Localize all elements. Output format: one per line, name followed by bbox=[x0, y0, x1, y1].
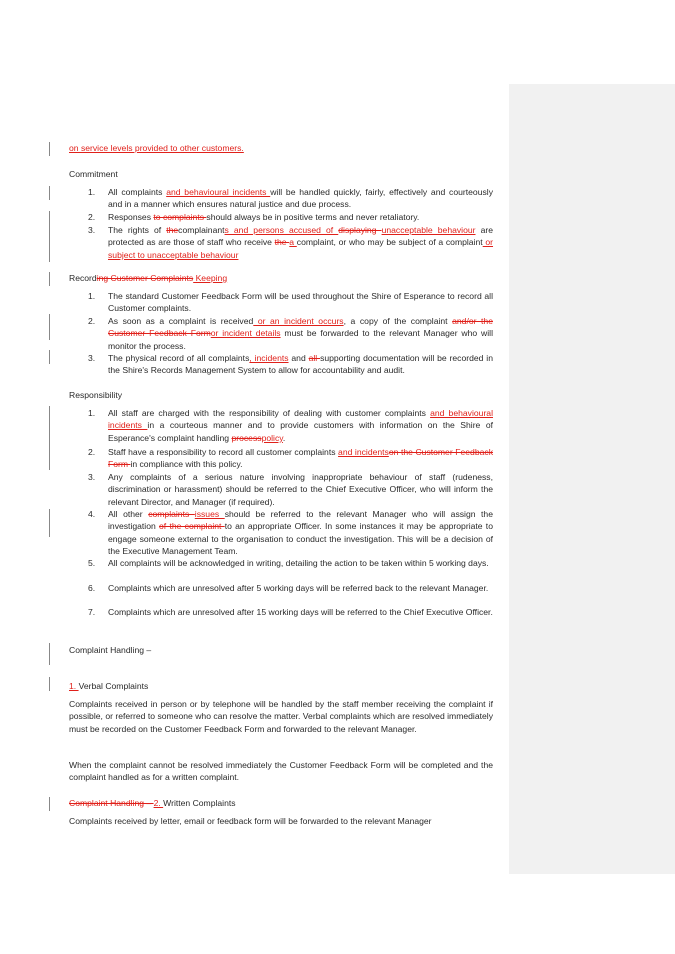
list-number: 5. bbox=[88, 558, 96, 568]
change-bar bbox=[49, 186, 50, 200]
text-run: The standard Customer Feedback Form will be used throughout the Shire of Esperance to record all Customer complaints. bbox=[108, 291, 493, 314]
text-run: All complaints bbox=[108, 187, 167, 197]
inserted-text: 2. bbox=[153, 798, 164, 808]
change-bar bbox=[49, 643, 50, 665]
list-number: 3. bbox=[88, 353, 96, 363]
change-bar bbox=[49, 446, 50, 470]
section-heading-commitment: Commitment bbox=[69, 169, 118, 179]
text-run: Verbal Complaints bbox=[78, 681, 149, 691]
list-item bbox=[108, 557, 493, 569]
text-run: should always be in positive terms and never retaliatory. bbox=[206, 212, 420, 222]
text-run: The physical record of all complaints bbox=[108, 353, 250, 363]
inserted-text: s and persons accused of bbox=[224, 225, 339, 235]
section-heading-complaint-handling: Complaint Handling – bbox=[69, 645, 152, 655]
deleted-text: Complaint Handling – bbox=[69, 798, 154, 808]
list-item bbox=[108, 352, 493, 377]
list-number: 3. bbox=[88, 225, 96, 235]
list-number: 7. bbox=[88, 607, 96, 617]
list-number: 2. bbox=[88, 447, 96, 457]
text-run: in a courteous manner and to provide customers with information on the Shire of Esperance's complaint handling bbox=[108, 420, 493, 443]
text-run: Complaints which are unresolved after 15 working days will be referred to the Chief Executive Officer. bbox=[108, 607, 493, 617]
list-item bbox=[108, 315, 493, 352]
text-run: in compliance with this policy. bbox=[130, 459, 243, 470]
change-bar bbox=[49, 677, 50, 691]
change-bar bbox=[49, 314, 50, 340]
text-run: Responses bbox=[108, 212, 154, 222]
change-bar bbox=[49, 797, 50, 811]
inserted-text: or subject to unacceptable behaviour bbox=[108, 237, 494, 260]
list-number: 2. bbox=[88, 316, 96, 326]
inserted-text: 1. bbox=[69, 681, 79, 691]
change-bar bbox=[49, 142, 50, 156]
list-number: 4. bbox=[88, 509, 96, 519]
list-item bbox=[108, 290, 493, 315]
change-bar bbox=[49, 272, 50, 286]
text-run: , a copy of the complaint bbox=[343, 316, 453, 326]
list-item bbox=[108, 186, 493, 211]
text-run: All other bbox=[108, 509, 149, 519]
section-heading-record-keeping bbox=[69, 272, 227, 284]
change-bar bbox=[49, 406, 50, 446]
list-item bbox=[108, 582, 493, 594]
deleted-text: all bbox=[308, 353, 321, 363]
deleted-text: on the Customer Feedback Form bbox=[108, 447, 493, 470]
inserted-text: issues bbox=[194, 509, 225, 519]
inserted-text: or incident details bbox=[210, 328, 281, 339]
text-run: Written Complaints bbox=[163, 798, 236, 808]
intro-line: on service levels provided to other customers. bbox=[69, 143, 244, 153]
list-item bbox=[108, 211, 493, 223]
inserted-text: , incidents bbox=[249, 353, 289, 363]
inserted-text: and behavioural incidents bbox=[108, 408, 493, 431]
inserted-text: policy bbox=[261, 432, 283, 443]
list-item bbox=[108, 508, 493, 558]
inserted-text: and incidents bbox=[338, 447, 389, 457]
text-run: and bbox=[288, 353, 309, 363]
change-bar bbox=[49, 350, 50, 364]
list-item bbox=[108, 407, 493, 444]
text-run: complaint, or who may be subject of a complaint bbox=[296, 237, 483, 248]
change-bar bbox=[49, 211, 50, 225]
change-bar bbox=[49, 224, 50, 262]
list-item bbox=[108, 224, 493, 261]
list-number: 1. bbox=[88, 291, 96, 301]
text-run: Record bbox=[69, 273, 97, 283]
section-heading-responsibility: Responsibility bbox=[69, 390, 123, 400]
text-run: complainant bbox=[178, 225, 225, 235]
subheading-verbal-complaints bbox=[69, 680, 148, 692]
text-run: The rights of bbox=[108, 225, 167, 235]
deleted-text: the bbox=[166, 225, 179, 235]
list-item bbox=[108, 446, 493, 471]
inserted-text: and behavioural incidents bbox=[166, 187, 271, 197]
change-bar bbox=[49, 509, 50, 537]
inserted-text: Keeping bbox=[193, 273, 228, 283]
text-run: supporting documentation will be recorded in the Shire's Records Management System to allow for accountability and audit. bbox=[108, 353, 493, 376]
paragraph: When the complaint cannot be resolved immediately the Customer Feedback Form will be completed and the complaint handled as for a written complaint. bbox=[69, 760, 493, 783]
text-run: must be forwarded to the relevant Manager who will monitor the process. bbox=[108, 328, 493, 351]
inserted-text: unacceptable behaviour bbox=[381, 225, 476, 235]
paragraph: Complaints received in person or by telephone will be handled by the staff member receiving the complaint if possible, or referred to someone who can resolve the matter. Verbal complaints which are resolved immediately must be recorded on the Customer Feedback Form and forwarded to the relevant Manager. bbox=[69, 699, 493, 734]
deleted-text: to complaints bbox=[153, 212, 207, 222]
deleted-text: and/or the Customer Feedback Form bbox=[108, 316, 493, 339]
text-run: will be handled quickly, fairly, effectively and courteously and in a manner which ensures natural justice and due process. bbox=[108, 187, 493, 210]
list-number: 1. bbox=[88, 187, 96, 197]
subheading-written-complaints bbox=[69, 797, 236, 809]
deleted-text: displaying bbox=[338, 225, 382, 235]
text-run: Staff have a responsibility to record all customer complaints bbox=[108, 447, 339, 457]
text-run: should be referred to the relevant Manager who will assign the investigation bbox=[108, 509, 493, 532]
list-item bbox=[108, 471, 493, 508]
deleted-text: process bbox=[231, 432, 262, 443]
text-run: Any complaints of a serious nature involving inappropriate behaviour of staff (rudeness, discrimination or harassment) should be referred to the Chief Executive Officer, who will inform the relevant Director, and Manager (if required). bbox=[108, 472, 493, 507]
list-number: 3. bbox=[88, 472, 96, 482]
text-run: . bbox=[282, 432, 286, 443]
inserted-text: or an incident occurs bbox=[253, 316, 344, 326]
text-run: All staff are charged with the responsibility of dealing with customer complaints bbox=[108, 408, 431, 418]
deleted-text: the bbox=[274, 237, 290, 248]
text-run: are protected as are those of staff who receive bbox=[108, 225, 494, 248]
deleted-text: of the complaint bbox=[159, 521, 225, 532]
list-number: 1. bbox=[88, 408, 96, 418]
paragraph: Complaints received by letter, email or feedback form will be forwarded to the relevant Manager bbox=[69, 816, 432, 826]
deleted-text: ing Customer Complaints bbox=[96, 273, 194, 283]
list-number: 2. bbox=[88, 212, 96, 222]
text-run: As soon as a complaint is received bbox=[108, 316, 254, 326]
list-item bbox=[108, 606, 493, 618]
list-number: 6. bbox=[88, 583, 96, 593]
text-run: Complaints which are unresolved after 5 working days will be referred back to the relevant Manager. bbox=[108, 583, 489, 593]
deleted-text: complaints bbox=[148, 509, 195, 519]
text-run: to an appropriate Officer. In some instances it may be appropriate to engage someone external to the organisation to conduct the investigation. This will be a decision of the Executive Management Team. bbox=[108, 521, 493, 557]
inserted-text: a bbox=[289, 237, 297, 248]
comments-pane bbox=[509, 84, 675, 874]
text-run: All complaints will be acknowledged in writing, detailing the action to be taken within 5 working days. bbox=[108, 558, 489, 568]
